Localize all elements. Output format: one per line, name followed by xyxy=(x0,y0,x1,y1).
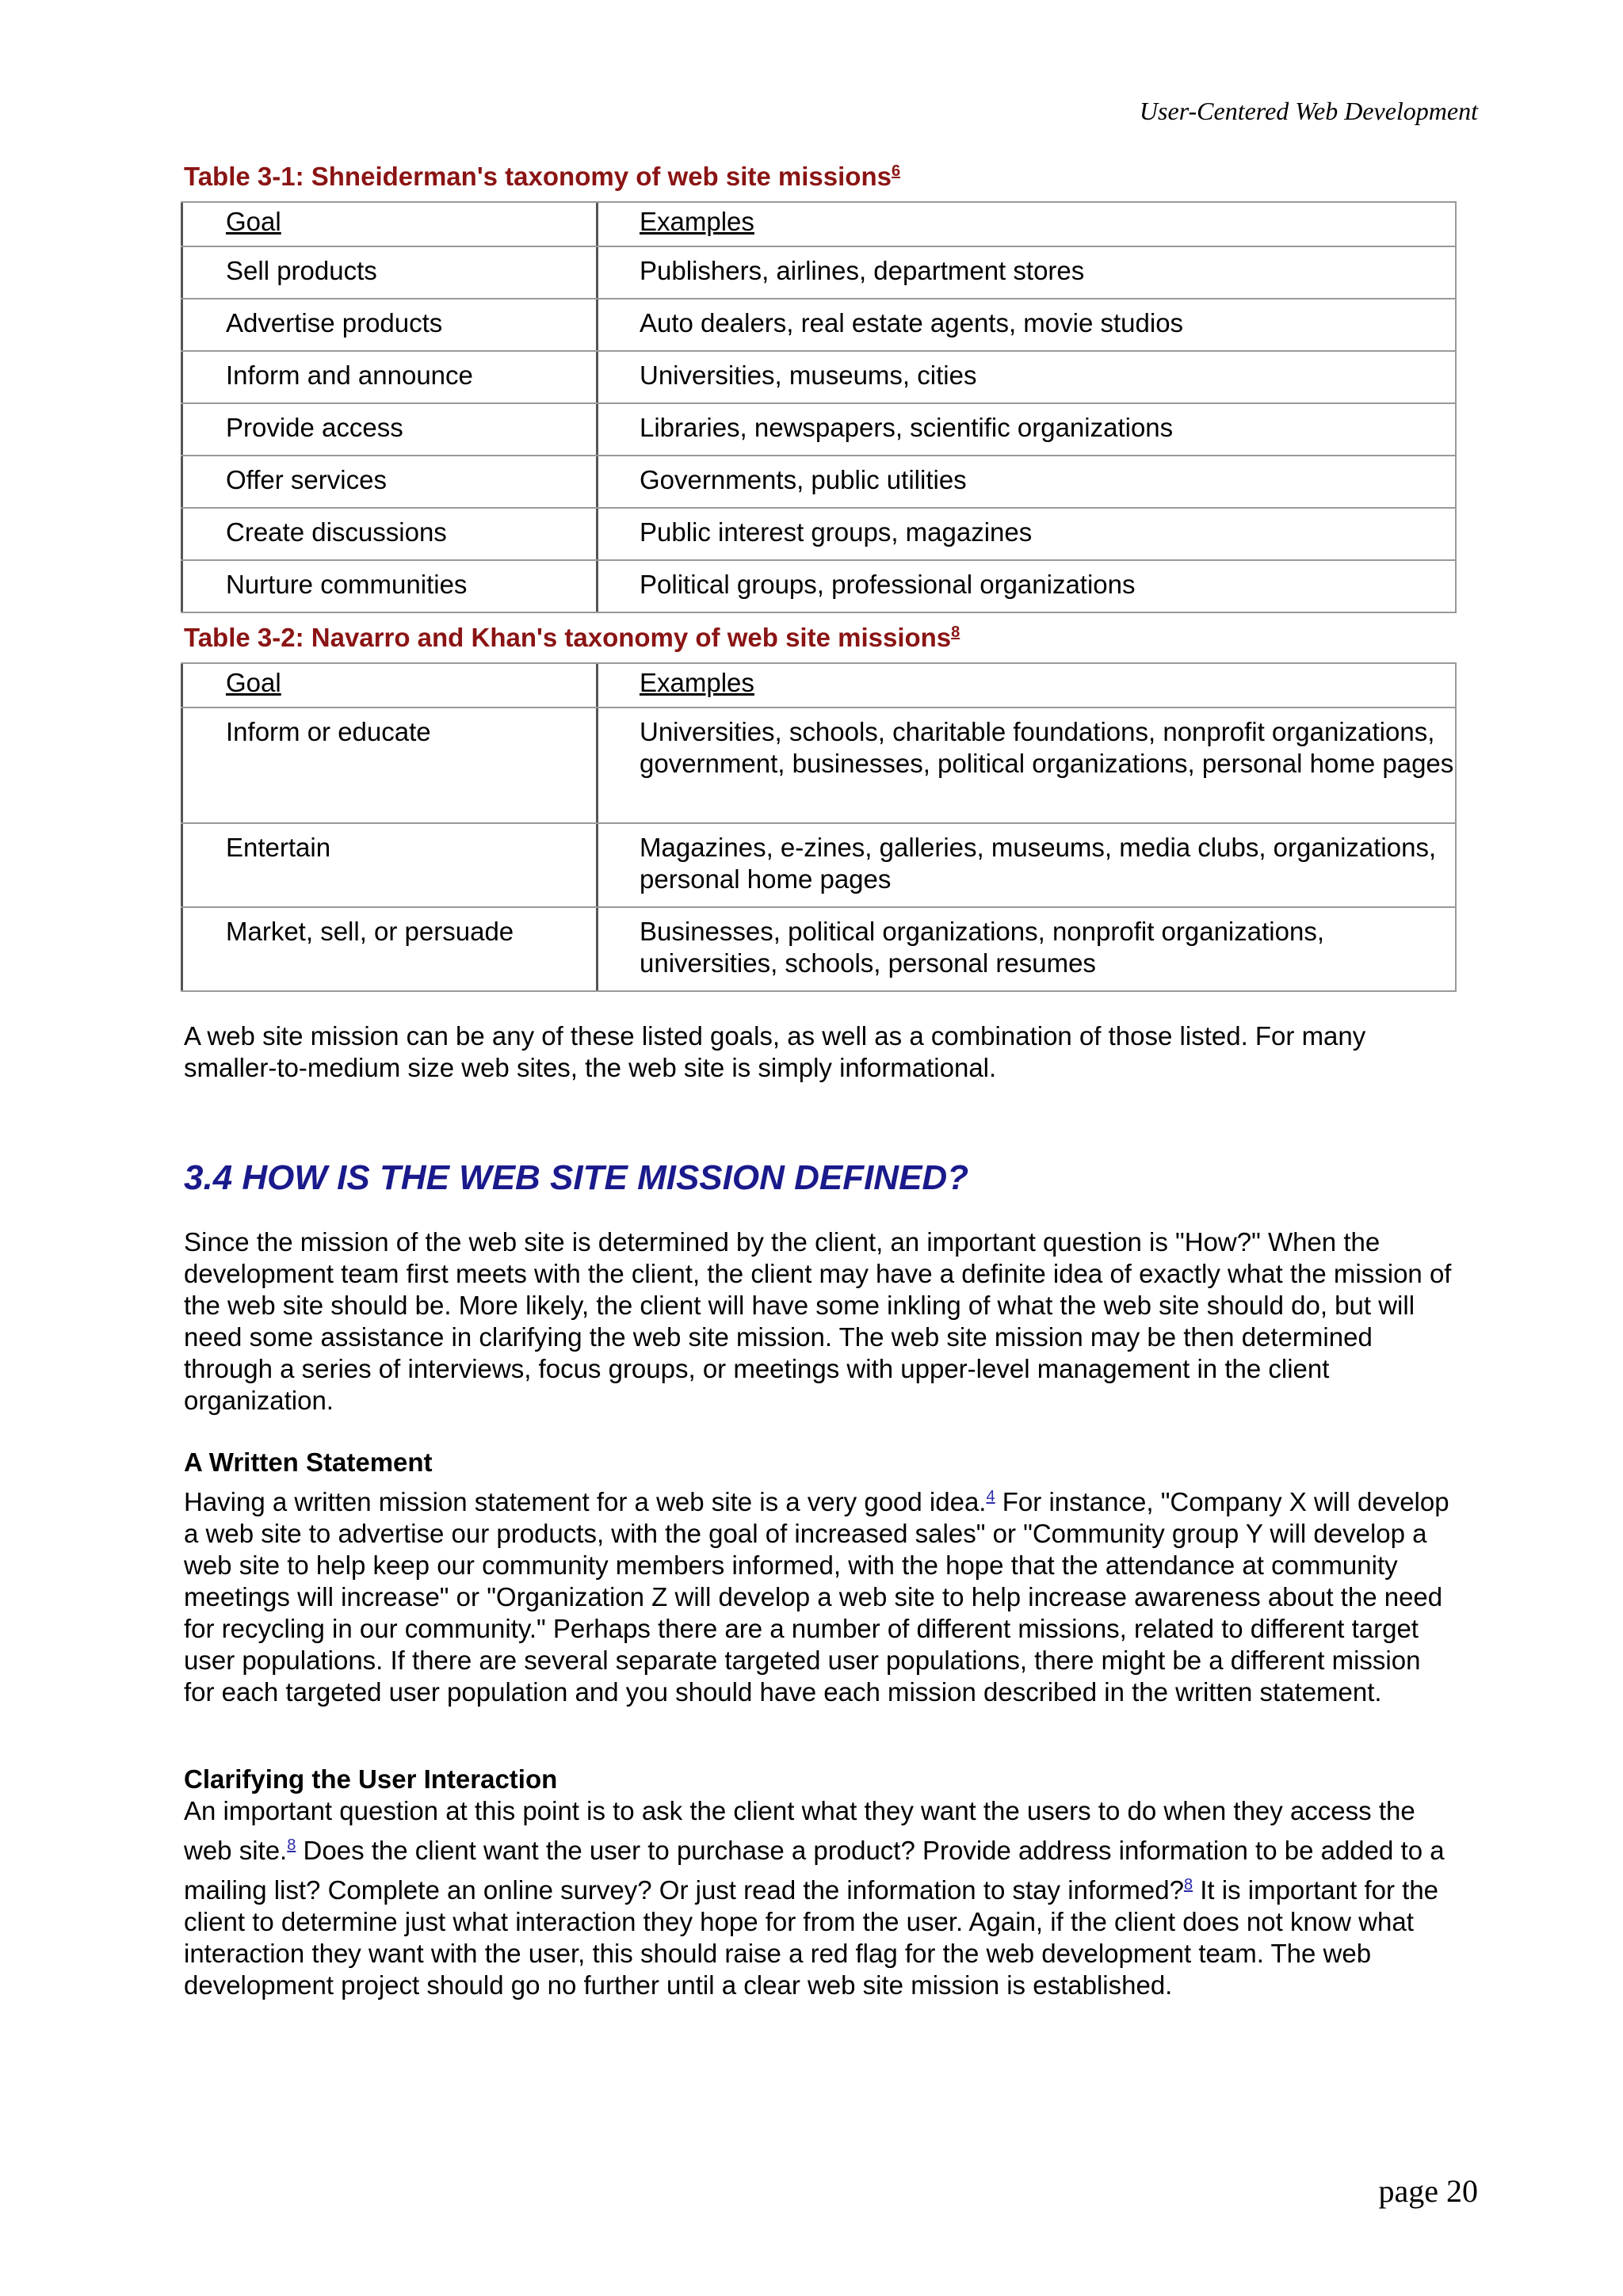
table2-examples-cell: Businesses, political organizations, nonprofit organizations, universities, schools, personal resumes xyxy=(596,908,1455,990)
table2-goal-cell: Entertain xyxy=(181,824,596,906)
table1-examples-cell: Public interest groups, magazines xyxy=(596,509,1455,559)
table-row xyxy=(181,822,1455,906)
table1-caption-text: Table 3-1: Shneiderman's taxonomy of web site missions xyxy=(184,162,892,191)
table-row xyxy=(181,246,1455,298)
table-row xyxy=(181,507,1455,559)
running-header: User-Centered Web Development xyxy=(1139,97,1478,125)
table1-examples-cell: Auto dealers, real estate agents, movie studios xyxy=(596,299,1455,350)
table1-header-row xyxy=(181,201,1455,246)
table1-caption xyxy=(184,162,900,192)
table-row xyxy=(181,350,1455,402)
footnote-link-8a[interactable]: 8 xyxy=(287,1836,296,1854)
table2-col-examples: Examples xyxy=(640,668,754,697)
section-intro-paragraph: Since the mission of the web site is determined by the client, an important question is "How?" When the development team first meets with the client, the client may have a definite idea of exactly what the mission of the web site should be. More likely, the client will have some inkling of what the web site should do, but will need some assistance in clarifying the web site mission. The web site mission may be then determined through a series of interviews, focus groups, or meetings with upper-level management in the client organization. xyxy=(184,1227,1452,1415)
table2-caption xyxy=(184,623,960,653)
table1-footnote-ref[interactable]: 6 xyxy=(891,162,901,180)
table2-col-goal: Goal xyxy=(226,668,281,697)
table2-caption-text: Table 3-2: Navarro and Khan's taxonomy of web site missions xyxy=(184,623,952,652)
section-title: 3.4 HOW IS THE WEB SITE MISSION DEFINED? xyxy=(184,1158,969,1197)
footnote-link-8b[interactable]: 8 xyxy=(1183,1876,1193,1894)
footnote-link-4[interactable]: 4 xyxy=(986,1488,995,1505)
table-row xyxy=(181,298,1455,350)
table2-examples-cell: Magazines, e-zines, galleries, museums, media clubs, organizations, personal home pages xyxy=(596,824,1455,906)
user-interaction-heading: Clarifying the User Interaction xyxy=(184,1764,558,1794)
table1-goal-cell: Provide access xyxy=(181,404,596,455)
table-row xyxy=(181,455,1455,507)
written-statement-text-b: For instance, "Company X will develop a web site to advertise our products, with the goal of increased sales" or "Community group Y will develop a web site to help keep our community members informed, with the hope that the attendance at community meetings will increase" or "Organization Z will develop a web site to help increase awareness about the need for recycling in our community." Perhaps there are a number of different missions, related to different target user populations. If there are several separate targeted user populations, there might be a different mission for each targeted user population and you should have each mission described in the written statement. xyxy=(184,1487,1449,1707)
table1-col-examples: Examples xyxy=(640,207,754,236)
user-interaction-text-c: It is important for the client to determine just what interaction they hope for from the user. Again, if the client does not know what interaction they want with the user, this should raise a red flag for the web development team. The web development project should go no further until a clear web site mission is established. xyxy=(184,1875,1439,2000)
table-row xyxy=(181,559,1455,613)
written-statement-heading: A Written Statement xyxy=(184,1447,433,1477)
table2-goal-cell: Inform or educate xyxy=(181,708,596,822)
table1-examples-cell: Universities, museums, cities xyxy=(596,352,1455,402)
after-tables-paragraph: A web site mission can be any of these listed goals, as well as a combination of those listed. For many smaller-to-medium size web sites, the web site is simply informational. xyxy=(184,1021,1366,1082)
table1 xyxy=(181,201,1457,613)
table1-goal-cell: Advertise products xyxy=(181,299,596,350)
user-interaction-block xyxy=(184,1764,1452,2001)
table1-goal-cell: Offer services xyxy=(181,456,596,507)
page-number: page 20 xyxy=(1378,2173,1478,2209)
table1-goal-cell: Sell products xyxy=(181,247,596,298)
table1-examples-cell: Publishers, airlines, department stores xyxy=(596,247,1455,298)
table2-footnote-ref[interactable]: 8 xyxy=(951,624,960,641)
table1-examples-cell: Political groups, professional organizations xyxy=(596,561,1455,612)
table1-examples-cell: Governments, public utilities xyxy=(596,456,1455,507)
table2-goal-cell: Market, sell, or persuade xyxy=(181,908,596,990)
table2 xyxy=(181,662,1457,992)
table2-header-row xyxy=(181,662,1455,707)
table1-examples-cell: Libraries, newspapers, scientific organizations xyxy=(596,404,1455,455)
table-row xyxy=(181,402,1455,455)
table2-examples-cell: Universities, schools, charitable foundations, nonprofit organizations, government, businesses, political organizations, personal home pages xyxy=(596,708,1455,822)
table1-goal-cell: Nurture communities xyxy=(181,561,596,612)
user-interaction-text-b: Does the client want the user to purchase a product? Provide address information to be added to a mailing list? Complete an online survey? Or just read the information to stay informed? xyxy=(184,1836,1445,1905)
written-statement-text-a: Having a written mission statement for a web site is a very good idea. xyxy=(184,1487,987,1516)
user-interaction-text-a: An important question at this point is to ask the client what they want the users to do when they access the web site. xyxy=(184,1796,1415,1865)
written-statement-block xyxy=(184,1447,1452,1708)
table1-col-goal: Goal xyxy=(226,207,281,236)
table1-goal-cell: Create discussions xyxy=(181,509,596,559)
table-row xyxy=(181,906,1455,992)
table-row xyxy=(181,707,1455,822)
table1-goal-cell: Inform and announce xyxy=(181,352,596,402)
